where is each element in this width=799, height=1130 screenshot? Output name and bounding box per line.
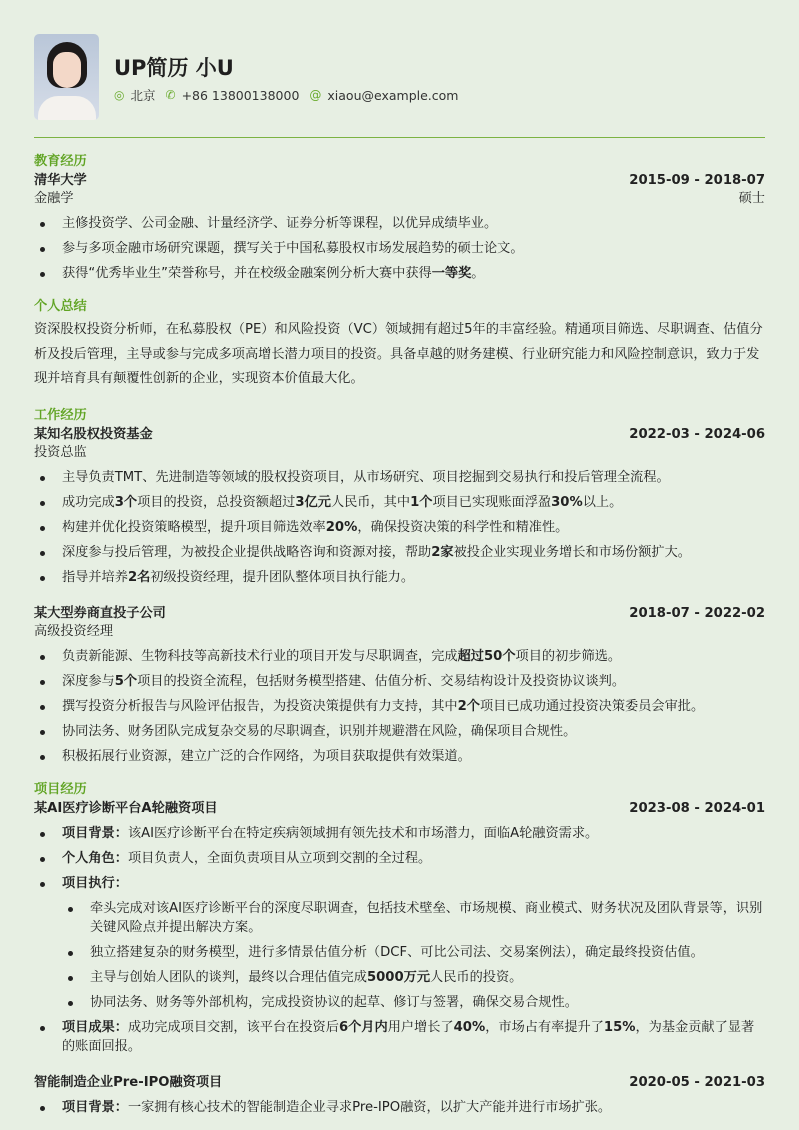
bullet-list: [34, 647, 765, 766]
resume-header: [34, 34, 765, 120]
sub-list-item: [62, 968, 765, 987]
sub-bullet-list: [62, 899, 765, 1012]
list-item: [34, 697, 765, 716]
text: 用户增长了: [387, 1019, 454, 1035]
text: ，确保投资决策的科学性和精准性。: [357, 519, 569, 535]
list-item: [34, 518, 765, 537]
text: 项目的投资全流程，包括财务模型搭建、估值分析、交易结构设计及投资协议谈判。: [137, 673, 626, 689]
entry: [34, 604, 765, 766]
entry-name: 智能制造企业Pre-IPO融资项目: [34, 1074, 223, 1090]
list-item: [34, 568, 765, 587]
list-item: [34, 543, 765, 562]
list-item: [34, 824, 765, 843]
entry-role-row: [34, 622, 765, 641]
text: 被投企业实现业务增长和市场份额扩大。: [453, 544, 691, 560]
entry-degree: 硕士: [738, 191, 765, 206]
bold-text: 40%: [453, 1019, 486, 1035]
section-title: 个人总结: [34, 299, 87, 314]
sub-list-item: [62, 993, 765, 1012]
header-divider: [34, 137, 765, 138]
text: ，市场占有率提升了: [485, 1019, 604, 1035]
entry-role: 投资总监: [34, 444, 87, 460]
text: 以上。: [582, 494, 623, 510]
entry: [34, 171, 765, 283]
bold-text: 一等奖: [431, 266, 472, 281]
text: 项目已实现账面浮盈: [432, 494, 552, 510]
section-entries: [34, 425, 765, 766]
bold-text: 超过50个: [457, 648, 516, 664]
entry: [34, 799, 765, 1056]
resume-content: [34, 152, 765, 1117]
text: 积极拓展行业资源，建立广泛的合作网络，为项目获取提供有效渠道。: [62, 748, 471, 764]
text: 该AI医疗诊断平台在特定疾病领域拥有领先技术和市场潜力，面临A轮融资需求。: [127, 825, 599, 841]
text: 主导负责TMT、先进制造等领域的股权投资项目，从市场研究、项目挖掘到交易执行和投后管理全流程。: [62, 469, 670, 485]
section-entries: [34, 799, 765, 1117]
text: 项目负责人，全面负责项目从立项到交割的全过程。: [127, 850, 432, 866]
bold-text: 项目背景：: [62, 1099, 128, 1115]
entry-name: 某AI医疗诊断平台A轮融资项目: [34, 800, 218, 816]
entry-name: 某知名股权投资基金: [34, 426, 153, 442]
text: 一家拥有核心技术的智能制造企业寻求Pre-IPO融资，以扩大产能并进行市场扩张。: [127, 1099, 612, 1115]
location-icon: ◎: [114, 88, 125, 102]
entry-role-row: [34, 443, 765, 462]
text: 项目已成功通过投资决策委员会审批。: [480, 698, 705, 714]
bold-text: 2家: [431, 544, 454, 560]
entry: [34, 425, 765, 587]
section-title: 工作经历: [34, 407, 87, 423]
entry-date: 2015-09 - 2018-07: [629, 173, 765, 188]
entry-role: 高级投资经理: [34, 623, 114, 639]
phone: +86 13800138000: [181, 87, 300, 103]
text: 人民币，其中: [330, 494, 411, 510]
text: 构建并优化投资策略模型，提升项目筛选效率: [62, 519, 326, 535]
list-item: [34, 468, 765, 487]
sub-list-item: [62, 943, 765, 962]
email-icon: @: [309, 88, 322, 102]
bullet-list: [34, 214, 765, 283]
entry-header: [34, 604, 765, 623]
text: 成功完成: [62, 494, 115, 510]
text: 成功完成项目交割，该平台在投资后: [127, 1019, 339, 1035]
bold-text: 1个: [410, 494, 433, 510]
bold-text: 5000万元: [366, 969, 431, 985]
text: 负责新能源、生物科技等高新技术行业的项目开发与尽职调查，完成: [62, 648, 458, 664]
text: 深度参与: [62, 673, 115, 689]
bold-text: 3个: [114, 494, 138, 510]
list-item: [34, 239, 765, 258]
list-item: [34, 214, 765, 233]
bold-text: 项目执行：: [62, 875, 128, 891]
list-item: [34, 672, 765, 691]
text: 撰写投资分析报告与风险评估报告，为投资决策提供有力支持，其中: [62, 698, 458, 714]
list-item: [34, 747, 765, 766]
entry: [34, 1073, 765, 1117]
bold-text: 2个: [457, 698, 480, 714]
bold-text: 6个月内: [338, 1019, 388, 1035]
entry-date: 2020-05 - 2021-03: [629, 1074, 765, 1090]
text: 深度参与投后管理，为被投企业提供战略咨询和资源对接，帮助: [62, 544, 432, 560]
entry-header: [34, 1073, 765, 1092]
bullet-list: [34, 1098, 765, 1117]
section-title: 项目经历: [34, 781, 87, 797]
text: 项目的投资，总投资额超过: [137, 494, 296, 510]
list-item: [34, 264, 765, 283]
entry-date: 2023-08 - 2024-01: [629, 800, 765, 816]
text: 获得“优秀毕业生”荣誉称号，并在校级金融案例分析大赛中获得: [62, 266, 432, 281]
text: 项目的初步筛选。: [515, 648, 622, 664]
text: 参与多项金融市场研究课题，撰写关于中国私募股权市场发展趋势的硕士论文。: [62, 241, 524, 256]
bold-text: 个人角色：: [62, 850, 128, 866]
list-item: [34, 849, 765, 868]
bullet-list: [34, 468, 765, 587]
text: 初级投资经理，提升团队整体项目执行能力。: [150, 569, 415, 585]
profile-photo: [34, 34, 99, 120]
text: 牵头完成对该AI医疗诊断平台的深度尽职调查，包括技术壁垒、市场规模、商业模式、财务状况及团队背景等，识别关键风险点并提出解决方案。: [90, 900, 763, 935]
email[interactable]: xiaou@example.com: [327, 87, 459, 103]
sub-list-item: [62, 899, 765, 937]
bold-text: 20%: [325, 519, 358, 535]
text: 协同法务、财务团队完成复杂交易的尽职调查，识别并规避潜在风险，确保项目合规性。: [62, 723, 577, 739]
entry-date: 2022-03 - 2024-06: [629, 426, 765, 442]
text: 人民币的投资。: [430, 969, 523, 985]
list-item: [34, 874, 765, 1012]
entry-name: 清华大学: [34, 173, 87, 188]
bold-text: 项目背景：: [62, 825, 128, 841]
entry-role-row: [34, 189, 765, 208]
phone-icon: ✆: [165, 88, 176, 102]
entry-name: 某大型券商直投子公司: [34, 605, 166, 621]
list-item: [34, 722, 765, 741]
candidate-name: UP简历 小U: [114, 56, 234, 80]
list-item: [34, 647, 765, 666]
bold-text: 5个: [114, 673, 138, 689]
bullet-list: [34, 824, 765, 1056]
section-entries: [34, 171, 765, 283]
text: 协同法务、财务等外部机构，完成投资协议的起草、修订与签署，确保交易合规性。: [90, 994, 578, 1010]
text: ，为基金贡献了显著的账面回报。: [62, 1019, 755, 1054]
bold-text: 2名: [127, 569, 151, 585]
text: 指导并培养: [62, 569, 128, 585]
bold-text: 15%: [603, 1019, 636, 1035]
bold-text: 30%: [551, 494, 583, 510]
list-item: [34, 1018, 765, 1056]
text: 主导与创始人团队的谈判，最终以合理估值完成: [90, 969, 367, 985]
summary-paragraph: 资深股权投资分析师，在私募股权（PE）和风险投资（VC）领域拥有超过5年的丰富经验。精通项目筛选、尽职调查、估值分析及投后管理，主导或参与完成多项高增长潜力项目的投资。具备卓越的财务建模、行业研究能力和风险控制意识，致力于发现并培育具有颠覆性创新的企业，实现资本价值最大化。: [34, 322, 763, 386]
entry-header: [34, 799, 765, 818]
bold-text: 3亿元: [295, 494, 331, 510]
text: 主修投资学、公司金融、计量经济学、证券分析等课程，以优异成绩毕业。: [62, 216, 498, 231]
text: 独立搭建复杂的财务模型，进行多情景估值分析（DCF、可比公司法、交易案例法），确定最终投资估值。: [90, 944, 704, 960]
entry-header: [34, 171, 765, 190]
entry-role: 金融学: [34, 191, 74, 206]
section-title: 教育经历: [34, 154, 87, 169]
list-item: [34, 1098, 765, 1117]
entry-date: 2018-07 - 2022-02: [629, 605, 765, 621]
item-text: [62, 874, 765, 893]
list-item: [34, 493, 765, 512]
bold-text: 项目成果：: [62, 1019, 128, 1035]
city: 北京: [130, 88, 156, 103]
text: 。: [471, 266, 485, 281]
entry-header: [34, 425, 765, 444]
contact-info: [114, 86, 468, 104]
